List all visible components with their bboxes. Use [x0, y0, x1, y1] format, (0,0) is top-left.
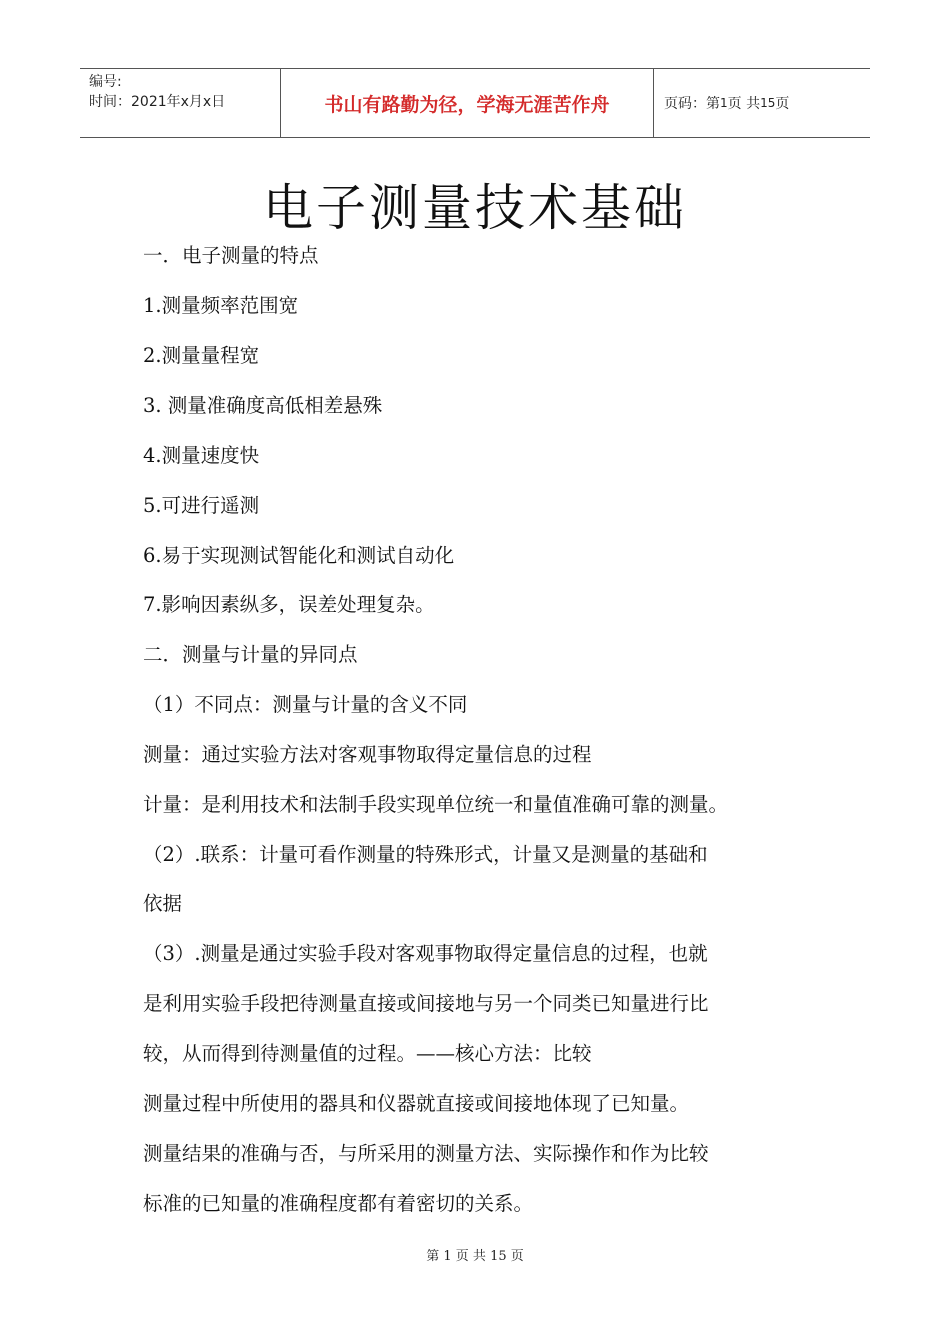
motto-text: 书山有路勤为径，学海无涯苦作舟: [324, 93, 610, 116]
body-line: 计量：是利用技术和法制手段实现单位统一和量值准确可靠的测量。: [143, 793, 729, 816]
body-line: 7.影响因素纵多，误差处理复杂。: [143, 593, 435, 616]
header-page-cell: [654, 69, 870, 137]
body-line: （2）.联系：计量可看作测量的特殊形式，计量又是测量的基础和: [143, 843, 708, 866]
body-line: （3）.测量是通过实验手段对客观事物取得定量信息的过程，也就: [143, 942, 708, 965]
body-line: 测量结果的准确与否，与所采用的测量方法、实际操作和作为比较: [143, 1142, 709, 1165]
time-label: 时间：2021年x月x日: [89, 94, 226, 110]
body-line: 标准的已知量的准确程度都有着密切的关系。: [143, 1192, 534, 1215]
page-suffix: 页: [775, 96, 790, 112]
body-line: 1.测量频率范围宽: [143, 294, 299, 317]
section-heading-1: 一．电子测量的特点: [143, 244, 319, 267]
body-line: 4.测量速度快: [143, 444, 260, 467]
body-line: 6.易于实现测试智能化和测试自动化: [143, 544, 455, 567]
page-total: 15: [760, 96, 776, 110]
page-current: 1: [720, 96, 728, 110]
body-line: 5.可进行遥测: [143, 494, 260, 517]
header-meta-cell: [80, 69, 281, 137]
body-line: 测量：通过实验方法对客观事物取得定量信息的过程: [143, 743, 592, 766]
body-line: 是利用实验手段把待测量直接或间接地与另一个同类已知量进行比: [143, 992, 709, 1015]
body-line: 2.测量量程宽: [143, 344, 260, 367]
footer-total: 15: [490, 1249, 507, 1264]
footer-suffix: 页: [510, 1249, 524, 1264]
footer-prefix: 第: [426, 1249, 440, 1264]
header-motto-cell: [281, 69, 654, 137]
body-line: 测量过程中所使用的器具和仪器就直接或间接地体现了已知量。: [143, 1092, 690, 1115]
footer-current: 1: [443, 1249, 452, 1264]
page-prefix: 页码：第: [664, 96, 720, 112]
section-heading-2: 二．测量与计量的异同点: [143, 643, 358, 666]
page-mid: 页 共: [727, 96, 761, 112]
body-line: （1）不同点：测量与计量的含义不同: [143, 693, 468, 716]
code-label: 编号:: [89, 74, 122, 90]
body-line: 依据: [143, 892, 183, 915]
body-line: 较，从而得到待测量值的过程。——核心方法：比较: [143, 1042, 592, 1065]
document-header: [80, 68, 870, 138]
footer-mid: 页 共: [455, 1249, 486, 1264]
document-title: 电子测量技术基础: [263, 179, 687, 237]
body-line: 3. 测量准确度高低相差悬殊: [143, 394, 383, 417]
page-footer: [0, 1245, 950, 1264]
